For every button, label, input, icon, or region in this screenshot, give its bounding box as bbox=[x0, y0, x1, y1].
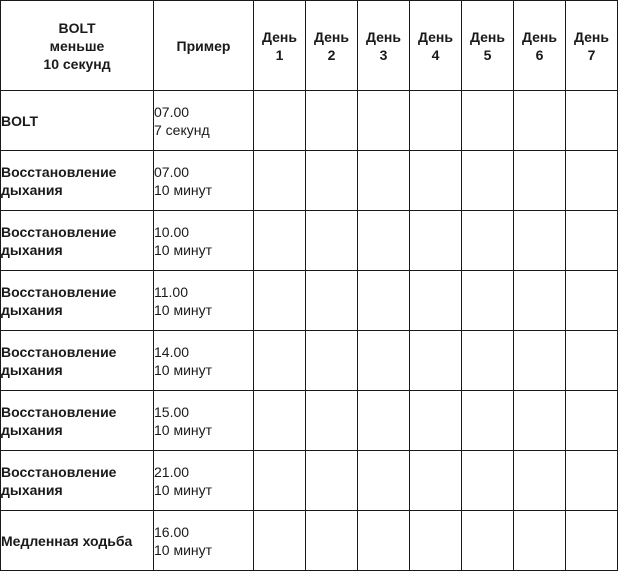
example-time: 14.00 bbox=[154, 343, 190, 360]
activity-label: Восстановление bbox=[1, 283, 117, 300]
day-cell[interactable] bbox=[358, 451, 410, 511]
day-cell[interactable] bbox=[254, 451, 306, 511]
table-row bbox=[1, 331, 618, 391]
activity-label: дыхания bbox=[1, 181, 63, 198]
day-cell[interactable] bbox=[358, 91, 410, 151]
day-cell[interactable] bbox=[306, 211, 358, 271]
day-cell[interactable] bbox=[410, 331, 462, 391]
header-bolt-line: 10 секунд bbox=[43, 55, 111, 72]
example-cell bbox=[154, 91, 254, 151]
example-duration: 10 минут bbox=[154, 181, 213, 198]
example-time: 15.00 bbox=[154, 403, 190, 420]
day-cell[interactable] bbox=[566, 91, 618, 151]
activity-label: Восстановление bbox=[1, 343, 117, 360]
example-duration: 10 минут bbox=[154, 301, 213, 318]
table-row bbox=[1, 211, 618, 271]
activity-label: дыхания bbox=[1, 361, 63, 378]
day-cell[interactable] bbox=[514, 451, 566, 511]
example-time: 07.00 bbox=[154, 163, 190, 180]
activity-cell bbox=[1, 331, 154, 391]
header-row bbox=[1, 1, 618, 91]
activity-cell bbox=[1, 271, 154, 331]
activity-label: Восстановление bbox=[1, 403, 117, 420]
day-cell[interactable] bbox=[410, 511, 462, 571]
example-duration: 10 минут bbox=[154, 541, 213, 558]
header-day-4 bbox=[410, 1, 462, 91]
day-cell[interactable] bbox=[514, 91, 566, 151]
header-day-word: День bbox=[522, 28, 557, 45]
activity-cell bbox=[1, 391, 154, 451]
header-day-number: 5 bbox=[483, 46, 492, 63]
day-cell[interactable] bbox=[410, 271, 462, 331]
day-cell[interactable] bbox=[514, 211, 566, 271]
example-cell bbox=[154, 211, 254, 271]
header-day-2 bbox=[306, 1, 358, 91]
activity-label: дыхания bbox=[1, 241, 63, 258]
day-cell[interactable] bbox=[462, 511, 514, 571]
day-cell[interactable] bbox=[514, 391, 566, 451]
example-time: 16.00 bbox=[154, 523, 190, 540]
table-row bbox=[1, 391, 618, 451]
activity-label: Восстановление bbox=[1, 463, 117, 480]
header-day-word: День bbox=[366, 28, 401, 45]
activity-cell bbox=[1, 151, 154, 211]
table-row bbox=[1, 151, 618, 211]
day-cell[interactable] bbox=[462, 451, 514, 511]
example-cell bbox=[154, 151, 254, 211]
activity-label: Восстановление bbox=[1, 223, 117, 240]
header-day-number: 2 bbox=[327, 46, 336, 63]
example-cell bbox=[154, 451, 254, 511]
day-cell[interactable] bbox=[254, 391, 306, 451]
day-cell[interactable] bbox=[566, 391, 618, 451]
day-cell[interactable] bbox=[306, 91, 358, 151]
header-day-number: 4 bbox=[431, 46, 440, 63]
header-day-word: День bbox=[314, 28, 349, 45]
day-cell[interactable] bbox=[306, 451, 358, 511]
example-duration: 10 минут bbox=[154, 241, 213, 258]
day-cell[interactable] bbox=[566, 331, 618, 391]
day-cell[interactable] bbox=[358, 271, 410, 331]
day-cell[interactable] bbox=[306, 511, 358, 571]
day-cell[interactable] bbox=[358, 151, 410, 211]
day-cell[interactable] bbox=[462, 91, 514, 151]
day-cell[interactable] bbox=[306, 391, 358, 451]
day-cell[interactable] bbox=[254, 511, 306, 571]
day-cell[interactable] bbox=[462, 391, 514, 451]
header-day-number: 6 bbox=[535, 46, 544, 63]
header-day-6 bbox=[514, 1, 566, 91]
day-cell[interactable] bbox=[410, 451, 462, 511]
example-duration: 10 минут bbox=[154, 361, 213, 378]
day-cell[interactable] bbox=[514, 331, 566, 391]
day-cell[interactable] bbox=[514, 271, 566, 331]
example-duration: 10 минут bbox=[154, 481, 213, 498]
activity-cell bbox=[1, 511, 154, 571]
day-cell[interactable] bbox=[358, 211, 410, 271]
header-bolt-line: BOLT bbox=[58, 19, 96, 36]
activity-label: Восстановление bbox=[1, 163, 117, 180]
header-day-word: День bbox=[470, 28, 505, 45]
day-cell[interactable] bbox=[462, 151, 514, 211]
header-day-3 bbox=[358, 1, 410, 91]
day-cell[interactable] bbox=[514, 151, 566, 211]
day-cell[interactable] bbox=[358, 391, 410, 451]
activity-label: Медленная ходьба bbox=[1, 532, 133, 549]
example-time: 10.00 bbox=[154, 223, 190, 240]
example-cell bbox=[154, 511, 254, 571]
example-duration: 7 секунд bbox=[154, 121, 210, 138]
activity-label: дыхания bbox=[1, 301, 63, 318]
day-cell[interactable] bbox=[306, 271, 358, 331]
header-example: Пример bbox=[154, 1, 254, 91]
day-cell[interactable] bbox=[254, 211, 306, 271]
table-row bbox=[1, 91, 618, 151]
day-cell[interactable] bbox=[358, 511, 410, 571]
day-cell[interactable] bbox=[410, 391, 462, 451]
header-day-number: 3 bbox=[379, 46, 388, 63]
header-day-7 bbox=[566, 1, 618, 91]
table-row bbox=[1, 271, 618, 331]
day-cell[interactable] bbox=[410, 91, 462, 151]
header-day-word: День bbox=[418, 28, 453, 45]
day-cell[interactable] bbox=[358, 331, 410, 391]
example-cell bbox=[154, 271, 254, 331]
day-cell[interactable] bbox=[462, 271, 514, 331]
header-day-5 bbox=[462, 1, 514, 91]
day-cell[interactable] bbox=[254, 271, 306, 331]
table-row bbox=[1, 451, 618, 511]
example-time: 21.00 bbox=[154, 463, 190, 480]
header-day-word: День bbox=[262, 28, 297, 45]
day-cell[interactable] bbox=[462, 211, 514, 271]
day-cell[interactable] bbox=[514, 511, 566, 571]
example-duration: 10 минут bbox=[154, 421, 213, 438]
day-cell[interactable] bbox=[462, 331, 514, 391]
header-bolt-line: меньше bbox=[49, 37, 105, 54]
day-cell[interactable] bbox=[306, 331, 358, 391]
example-cell bbox=[154, 391, 254, 451]
activity-cell bbox=[1, 451, 154, 511]
example-cell bbox=[154, 331, 254, 391]
day-cell[interactable] bbox=[566, 211, 618, 271]
activity-label: дыхания bbox=[1, 421, 63, 438]
header-day-number: 7 bbox=[587, 46, 596, 63]
day-cell[interactable] bbox=[306, 151, 358, 211]
activity-cell bbox=[1, 211, 154, 271]
activity-label: BOLT bbox=[1, 112, 39, 129]
day-cell[interactable] bbox=[566, 271, 618, 331]
day-cell[interactable] bbox=[254, 91, 306, 151]
header-day-word: День bbox=[574, 28, 609, 45]
day-cell[interactable] bbox=[410, 211, 462, 271]
example-time: 07.00 bbox=[154, 103, 190, 120]
day-cell[interactable] bbox=[566, 511, 618, 571]
header-day-number: 1 bbox=[275, 46, 284, 63]
day-cell[interactable] bbox=[254, 151, 306, 211]
day-cell[interactable] bbox=[254, 331, 306, 391]
activity-label: дыхания bbox=[1, 481, 63, 498]
example-time: 11.00 bbox=[154, 283, 188, 300]
header-bolt-target bbox=[1, 1, 154, 91]
header-day-1 bbox=[254, 1, 306, 91]
day-cell[interactable] bbox=[410, 151, 462, 211]
day-cell[interactable] bbox=[566, 451, 618, 511]
day-cell[interactable] bbox=[566, 151, 618, 211]
activity-cell bbox=[1, 91, 154, 151]
table-row bbox=[1, 511, 618, 571]
